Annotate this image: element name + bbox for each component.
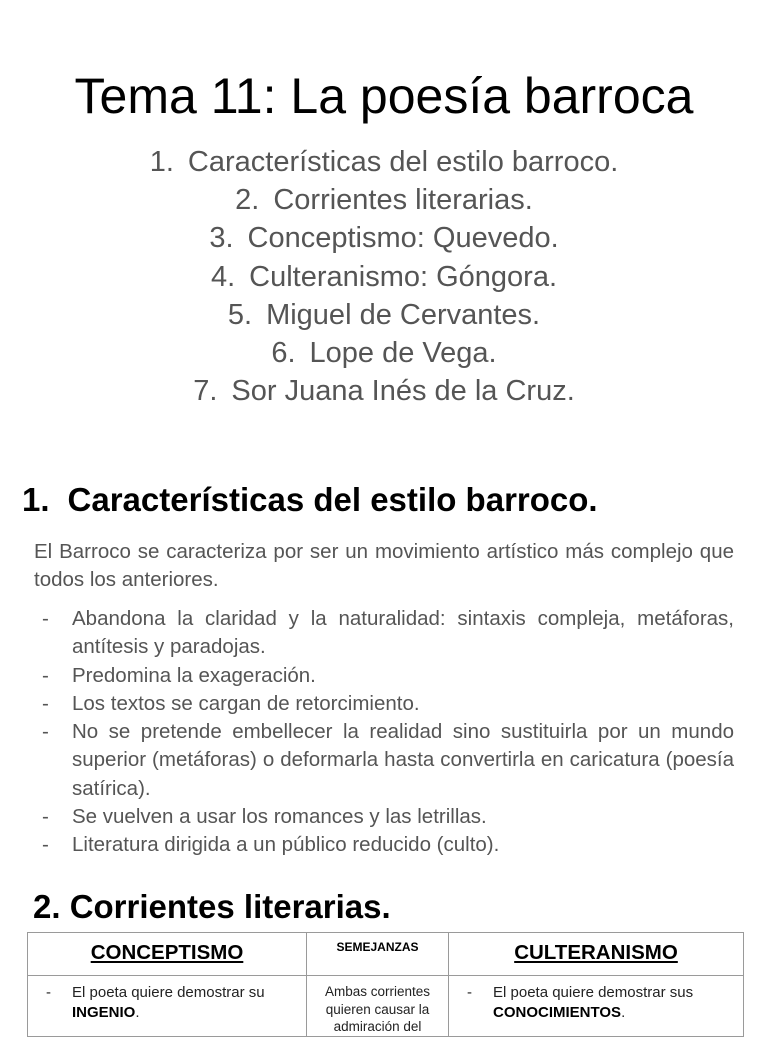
bullet-marker: - bbox=[46, 984, 51, 1001]
bullet-marker: - bbox=[42, 663, 49, 687]
bullet-marker: - bbox=[42, 805, 49, 829]
toc-item-text: Lope de Vega. bbox=[309, 337, 497, 370]
culteranismo-point-text: El poeta quiere demostrar sus bbox=[493, 984, 694, 1001]
toc-item bbox=[0, 219, 768, 257]
bullet-text: Se vuelven a usar los romances y las letrillas. bbox=[72, 805, 487, 829]
toc-item-number: 1. bbox=[149, 146, 174, 178]
header-semejanzas-label: SEMEJANZAS bbox=[336, 940, 419, 954]
table-row bbox=[28, 976, 744, 1037]
header-semejanzas bbox=[307, 933, 449, 976]
section-1-heading bbox=[22, 478, 598, 522]
section-1-number: 1. bbox=[22, 481, 50, 518]
culteranismo-cell bbox=[449, 976, 744, 1037]
section-2-heading: 2. Corrientes literarias. bbox=[33, 888, 391, 925]
bullet-text: Literatura dirigida a un público reducido (culto). bbox=[72, 833, 500, 857]
table-of-contents bbox=[0, 143, 768, 410]
toc-item-number: 3. bbox=[209, 222, 234, 255]
toc-item-number: 6. bbox=[271, 337, 296, 370]
document-title: Tema 11: La poesía barroca bbox=[74, 68, 694, 124]
toc-item bbox=[0, 334, 768, 372]
conceptismo-keyword: INGENIO bbox=[72, 1004, 136, 1021]
header-culteranismo bbox=[449, 933, 744, 976]
header-culteranismo-label: CULTERANISMO bbox=[514, 941, 678, 964]
bullet-text: Los textos se cargan de retorcimiento. bbox=[72, 691, 420, 715]
comparison-table bbox=[27, 932, 744, 1037]
section-1-title: Características del estilo barroco. bbox=[67, 481, 598, 518]
toc-item bbox=[0, 258, 768, 296]
conceptismo-cell bbox=[28, 976, 307, 1037]
toc-item bbox=[0, 181, 768, 219]
bullet-text: Predomina la exageración. bbox=[72, 663, 316, 687]
bullet-item bbox=[34, 803, 734, 831]
toc-item-text: Culteranismo: Góngora. bbox=[249, 260, 558, 293]
section-1-bullet-list bbox=[34, 605, 734, 860]
toc-item-text: Conceptismo: Quevedo. bbox=[247, 222, 559, 255]
bullet-marker: - bbox=[42, 607, 49, 630]
culteranismo-point bbox=[449, 976, 743, 1023]
bullet-item bbox=[34, 605, 734, 662]
culteranismo-keyword: CONOCIMIENTOS bbox=[493, 1004, 622, 1021]
toc-item-number: 7. bbox=[193, 375, 218, 408]
bullet-text: Abandona la claridad y la naturalidad: sintaxis compleja, metáforas, antítesis y paradojas. bbox=[72, 607, 734, 659]
toc-item-number: 2. bbox=[235, 184, 260, 217]
bullet-text: No se pretende embellecer la realidad sino sustituirla por un mundo superior (metáforas) o deformarla hasta convertirla en caricatura (poesía satírica). bbox=[72, 720, 734, 800]
semejanzas-text: Ambas corrientes quieren causar la admiración del bbox=[324, 984, 431, 1034]
bullet-item bbox=[34, 718, 734, 803]
conceptismo-point-text: El poeta quiere demostrar su bbox=[72, 984, 265, 1001]
conceptismo-point bbox=[28, 976, 306, 1023]
bullet-marker: - bbox=[42, 691, 49, 715]
bullet-item bbox=[34, 662, 734, 690]
header-conceptismo-label: CONCEPTISMO bbox=[90, 941, 244, 964]
bullet-item bbox=[34, 831, 734, 859]
bullet-marker: - bbox=[42, 833, 49, 857]
conceptismo-period: . bbox=[135, 1004, 140, 1021]
toc-item-text: Miguel de Cervantes. bbox=[266, 298, 541, 331]
toc-item-number: 4. bbox=[210, 260, 236, 293]
toc-item bbox=[0, 372, 768, 410]
toc-item-text: Corrientes literarias. bbox=[273, 184, 533, 217]
section-1-intro: El Barroco se caracteriza por ser un movimiento artístico más complejo que todos los anteriores. bbox=[34, 540, 734, 591]
bullet-marker: - bbox=[467, 984, 472, 1001]
toc-item-text: Sor Juana Inés de la Cruz. bbox=[231, 375, 575, 408]
bullet-marker: - bbox=[42, 720, 49, 744]
semejanzas-cell bbox=[307, 976, 449, 1037]
toc-item-text: Características del estilo barroco. bbox=[187, 146, 619, 178]
bullet-item bbox=[34, 690, 734, 718]
toc-item bbox=[0, 296, 768, 334]
culteranismo-period: . bbox=[621, 1004, 626, 1021]
toc-item-number: 5. bbox=[227, 298, 253, 331]
toc-item bbox=[0, 143, 768, 181]
header-conceptismo bbox=[28, 933, 307, 976]
table-header-row bbox=[28, 933, 744, 976]
